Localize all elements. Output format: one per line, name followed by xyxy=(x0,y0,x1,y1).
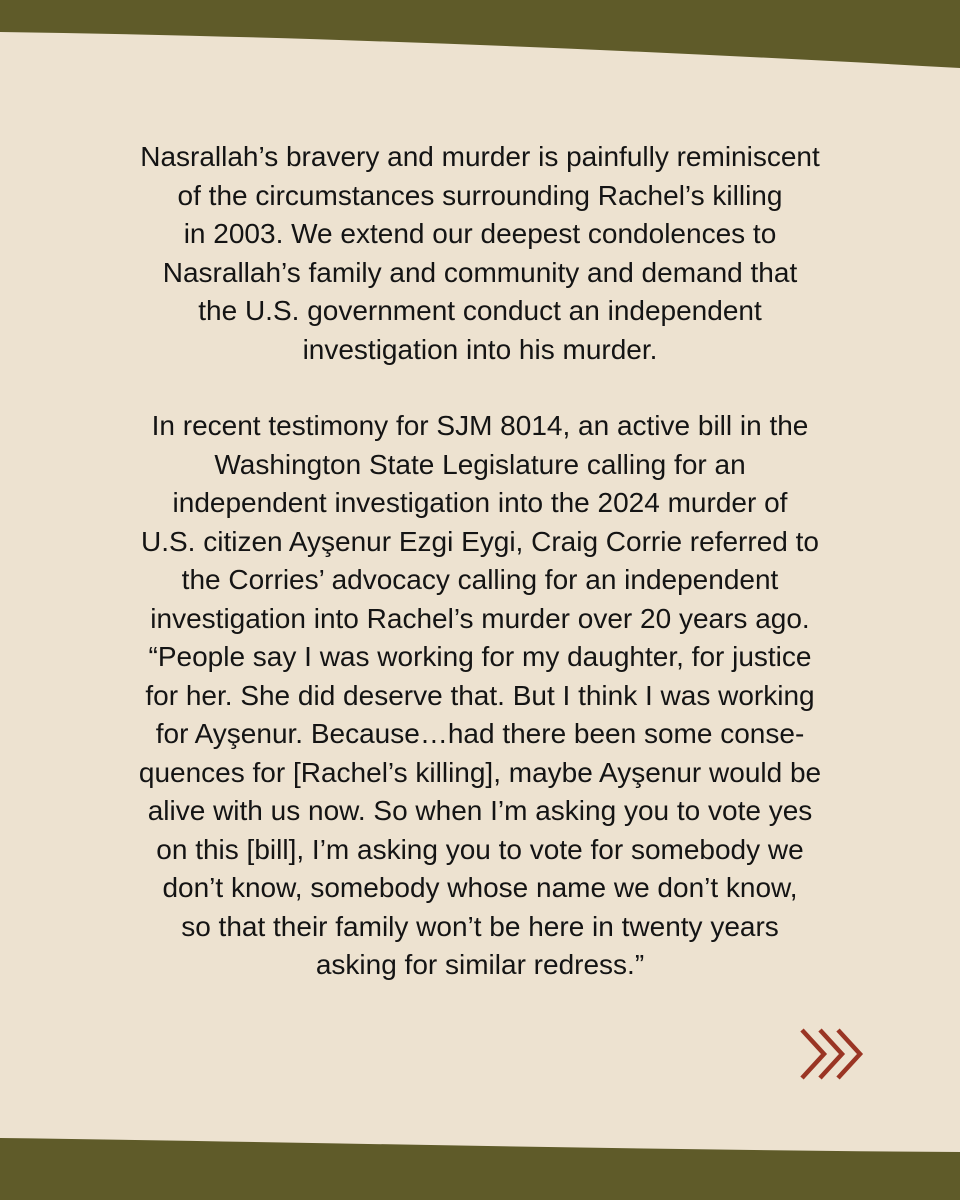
text-line: of the circumstances surrounding Rachel’s killing xyxy=(177,179,783,211)
text-line: in 2003. We extend our deepest condolences to xyxy=(183,218,777,249)
text-line: “People say I was working for my daughter, for justice xyxy=(148,641,812,672)
bottom-band-shape xyxy=(0,1138,960,1200)
top-band-shape xyxy=(0,0,960,68)
triple-chevron-right-icon[interactable] xyxy=(796,1026,870,1082)
text-line: for Ayşenur. Because…had there been some conse- xyxy=(155,718,805,749)
text-line: U.S. citizen Ayşenur Ezgi Eygi, Craig Corrie referred to xyxy=(141,525,819,557)
text-line: quences for [Rachel’s killing], maybe Ayşenur would be xyxy=(138,756,822,788)
text-line: Washington State Legislature calling for an xyxy=(214,448,746,480)
text-line: the U.S. government conduct an independent xyxy=(198,295,762,326)
paragraph-condolences xyxy=(80,138,880,369)
text-line: the Corries’ advocacy calling for an independent xyxy=(181,564,779,595)
text-line: Nasrallah’s bravery and murder is painfully reminiscent xyxy=(140,141,820,172)
statement-text xyxy=(80,138,880,985)
text-line: on this [bill], I’m asking you to vote for somebody we xyxy=(156,833,804,865)
text-line: investigation into his murder. xyxy=(302,333,658,365)
text-line: In recent testimony for SJM 8014, an active bill in the xyxy=(151,410,809,441)
text-line: Nasrallah’s family and community and demand that xyxy=(162,256,798,288)
top-decorative-band xyxy=(0,0,960,80)
bottom-decorative-band xyxy=(0,1120,960,1200)
text-line: for her. She did deserve that. But I think I was working xyxy=(145,679,815,711)
paragraph-testimony xyxy=(80,407,880,985)
text-line: investigation into Rachel’s murder over 20 years ago. xyxy=(150,602,810,634)
text-line: asking for similar redress.” xyxy=(315,949,645,980)
chevron-1 xyxy=(802,1030,824,1078)
text-line: alive with us now. So when I’m asking you to vote yes xyxy=(147,795,813,826)
text-line: independent investigation into the 2024 murder of xyxy=(172,487,788,518)
text-line: so that their family won’t be here in twenty years xyxy=(181,910,779,942)
text-line: don’t know, somebody whose name we don’t know, xyxy=(162,872,798,903)
